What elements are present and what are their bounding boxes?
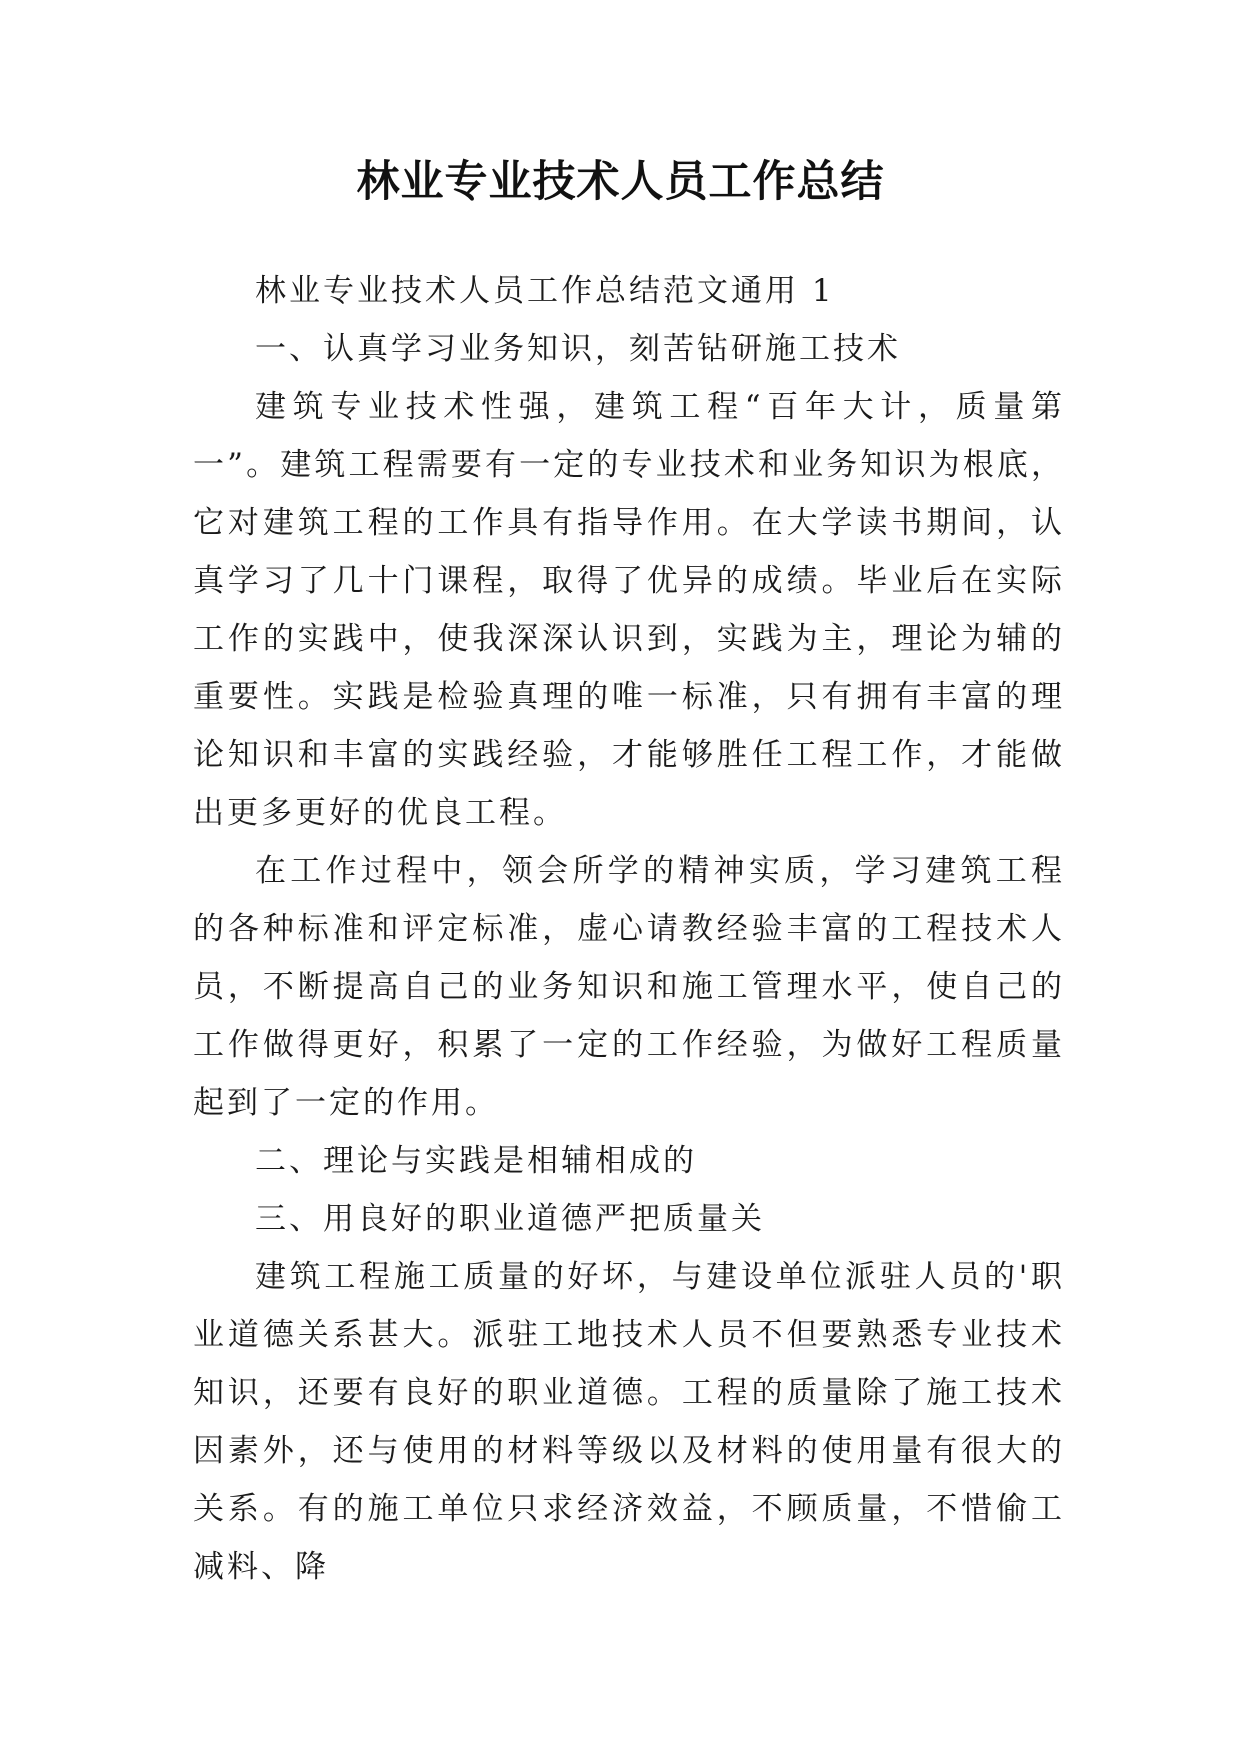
section-heading-3: 三、用良好的职业道德严把质量关: [255, 1201, 765, 1237]
paragraph: 在工作过程中，领会所学的精神实质，学习建筑工程的各种标准和评定标准，虚心请教经验丰富的工程技术人员，不断提高自己的业务知识和施工管理水平，使自己的工作做得更好，积累了一定的工作经验，为做好工程质量起到了一定的作用。: [193, 853, 1065, 1121]
paragraph: 建筑专业技术性强，建筑工程“百年大计，质量第一”。建筑工程需要有一定的专业技术和业务知识为根底，它对建筑工程的工作具有指导作用。在大学读书期间，认真学习了几十门课程，取得了优异的成绩。毕业后在实际工作的实践中，使我深深认识到，实践为主，理论为辅的重要性。实践是检验真理的唯一标准，只有拥有丰富的理论知识和丰富的实践经验，才能够胜任工程工作，才能做出更多更好的优良工程。: [193, 389, 1065, 831]
section-heading-2: 二、理论与实践是相辅相成的: [255, 1143, 697, 1179]
paragraph-subtitle: 林业专业技术人员工作总结范文通用 1: [255, 273, 835, 309]
section-heading-1: 一、认真学习业务知识，刻苦钻研施工技术: [255, 331, 901, 367]
document-title: 林业专业技术人员工作总结: [356, 157, 885, 207]
paragraph: 建筑工程施工质量的好坏，与建设单位派驻人员的'职业道德关系甚大。派驻工地技术人员不但要熟悉专业技术知识，还要有良好的职业道德。工程的质量除了施工技术因素外，还与使用的材料等级以及材料的使用量有很大的关系。有的施工单位只求经济效益，不顾质量，不惜偷工减料、降: [193, 1259, 1065, 1585]
document-body: [193, 262, 1065, 1596]
